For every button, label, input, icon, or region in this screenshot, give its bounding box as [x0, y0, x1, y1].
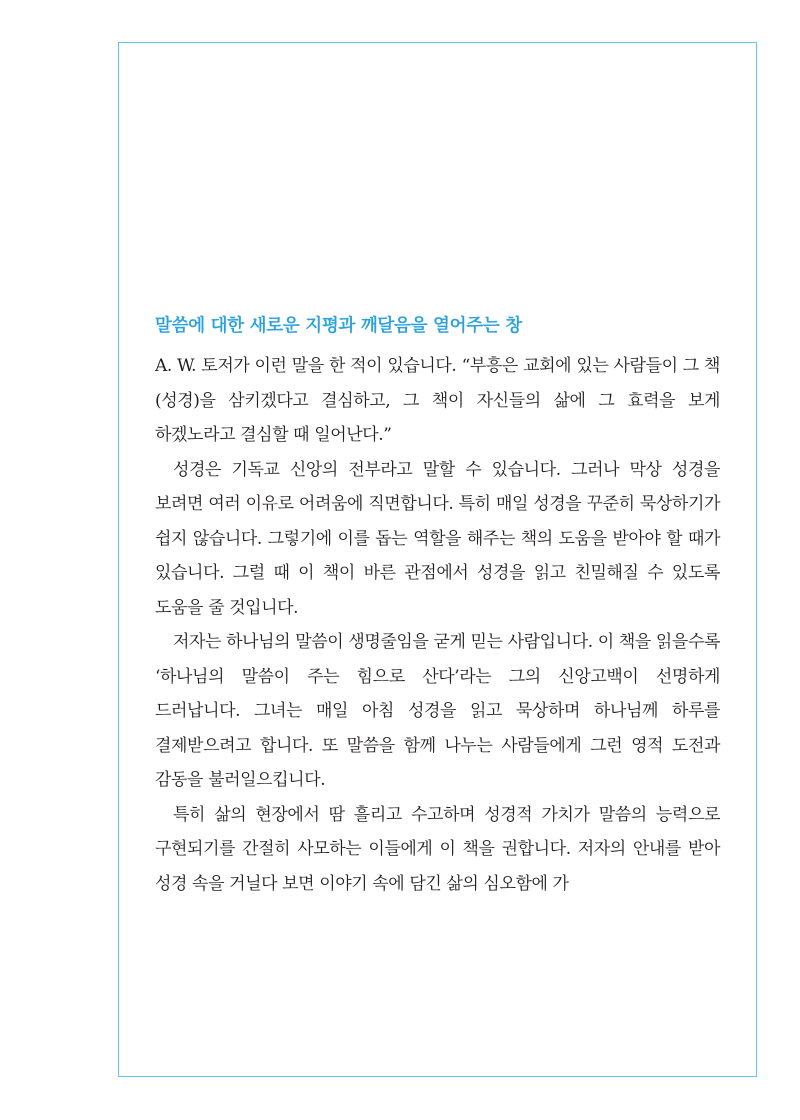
paragraph-1: A. W. 토저가 이런 말을 한 적이 있습니다. “부흥은 교회에 있는 사람들이 그 책(성경)을 삼키겠다고 결심하고, 그 책이 자신들의 삶에 그 효력을 보게 하겠노라고 결심할 때 일어난다.”	[155, 356, 720, 445]
paragraph-4: 특히 삶의 현장에서 땀 흘리고 수고하며 성경적 가치가 말씀의 능력으로 구현되기를 간절히 사모하는 이들에게 이 책을 권합니다. 저자의 안내를 받아 성경 속을 거닐다 보면 이야기 속에 담긴 삶의 심오함에 가	[155, 804, 720, 894]
paragraph-3: 저자는 하나님의 말씀이 생명줄임을 굳게 믿는 사람입니다. 이 책을 읽을수록 ‘하나님의 말씀이 주는 힘으로 산다’라는 그의 신앙고백이 선명하게 드러납니다. 그녀는 매일 아침 성경을 읽고 묵상하며 하나님께 하루를 결제받으려고 합니다. 또 말씀을 함께 나누는 사람들에게 그런 영적 도전과 감동을 불러일으킵니다.	[155, 632, 720, 790]
paragraph-2: 성경은 기독교 신앙의 전부라고 말할 수 있습니다. 그러나 막상 성경을 보려면 여러 이유로 어려움에 직면합니다. 특히 매일 성경을 꾸준히 묵상하기가 쉽지 않습니다. 그렇기에 이를 돕는 역할을 해주는 책의 도움을 받아야 할 때가 있습니다. 그럴 때 이 책이 바른 관점에서 성경을 읽고 친밀해질 수 있도록 도움을 줄 것입니다.	[155, 459, 720, 618]
page-content	[155, 312, 720, 901]
section-heading: 말씀에 대한 새로운 지평과 깨달음을 열어주는 창	[155, 316, 522, 336]
